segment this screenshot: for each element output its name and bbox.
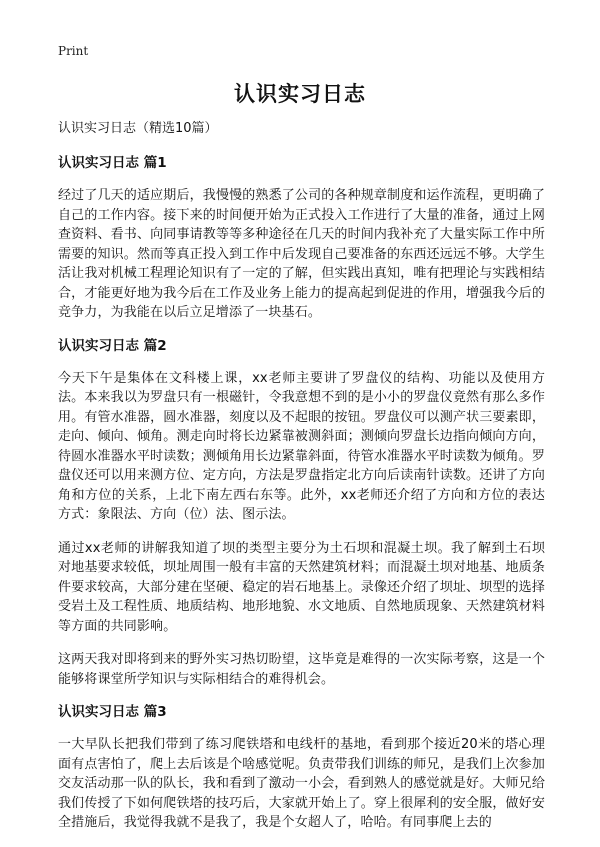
paragraph: 今天下午是集体在文科楼上课，xx老师主要讲了罗盘仪的结构、功能以及使用方法。本来我以为罗盘只有一根磁针，令我意想不到的是小小的罗盘仪竟然有那么多作用。有管水准器，圆水准器，刻度以及不起眼的按钮。罗盘仪可以测产状三要素即，走向、倾向、倾角。测走向时将长边紧靠被测斜面；测倾向罗盘长边指向倾向方向，待圆水准器水平时读数；测倾角用长边紧靠斜面，待管水准器水平时读数为倾角。罗盘仪还可以用来测方位、定方向，方法是罗盘指定北方向后读南针读数。还讲了方向角和方位的关系，上北下南左西右东等。此外，xx老师还介绍了方向和方位的表达方式：象限法、方向（位）法、图示法。 — [58, 370, 545, 522]
document-subtitle: 认识实习日志（精选10篇） — [58, 121, 218, 136]
page-title: 认识实习日志 — [234, 82, 366, 106]
print-link[interactable]: Print — [58, 44, 89, 58]
section-3 — [58, 703, 545, 833]
paragraph: 经过了几天的适应期后，我慢慢的熟悉了公司的各种规章制度和运作流程，更明确了自己的工作内容。接下来的时间便开始为正式投入工作进行了大量的准备，通过上网查资料、看书、向同事请教等等多种途径在几天的时间内我补充了大量实际工作中所需要的知识。然而等真正投入到工作中后发现自己要准备的东西还远远不够。大学生活让我对机械工程理论知识有了一定的了解，但实践出真知，唯有把理论与实践相结合，才能更好地为我今后在工作及业务上能力的提高起到促进的作用，增强我今后的竞争力，为我能在以后立足增添了一块基石。 — [58, 188, 545, 320]
paragraph: 通过xx老师的讲解我知道了坝的类型主要分为土石坝和混凝土坝。我了解到土石坝对地基要求较低，坝址周围一般有丰富的天然建筑材料；而混凝土坝对地基、地质条件要求较高，大部分建在坚硬、稳定的岩石地基上。录像还介绍了坝址、坝型的选择受岩土及工程性质、地质结构、地形地貌、水文地质、自然地质现象、天然建筑材料等方面的共同影响。 — [58, 540, 545, 634]
paragraph: 一大早队长把我们带到了练习爬铁塔和电线杆的基地，看到那个接近20米的塔心理面有点害怕了，爬上去后该是个啥感觉呢。负责带我们训练的师兄，是我们上次参加交友活动那一队的队长，我和看到了激动一小会，看到熟人的感觉就是好。大师兄给我们传授了下如何爬铁塔的技巧后，大家就开始上了。穿上很犀利的安全服，做好安全措施后，我觉得我就不是我了，我是个女超人了，哈哈。有同事爬上去的 — [58, 737, 545, 830]
section-heading: 认识实习日志 篇2 — [58, 337, 167, 354]
section-heading: 认识实习日志 篇1 — [58, 155, 167, 171]
paragraph: 这两天我对即将到来的野外实习热切盼望，这毕竟是难得的一次实际考察，这是一个能够将课堂所学知识与实际相结合的难得机会。 — [58, 652, 545, 687]
section-1 — [58, 154, 545, 323]
section-heading: 认识实习日志 篇3 — [58, 704, 167, 720]
section-2 — [58, 337, 545, 690]
document-body — [58, 120, 545, 847]
